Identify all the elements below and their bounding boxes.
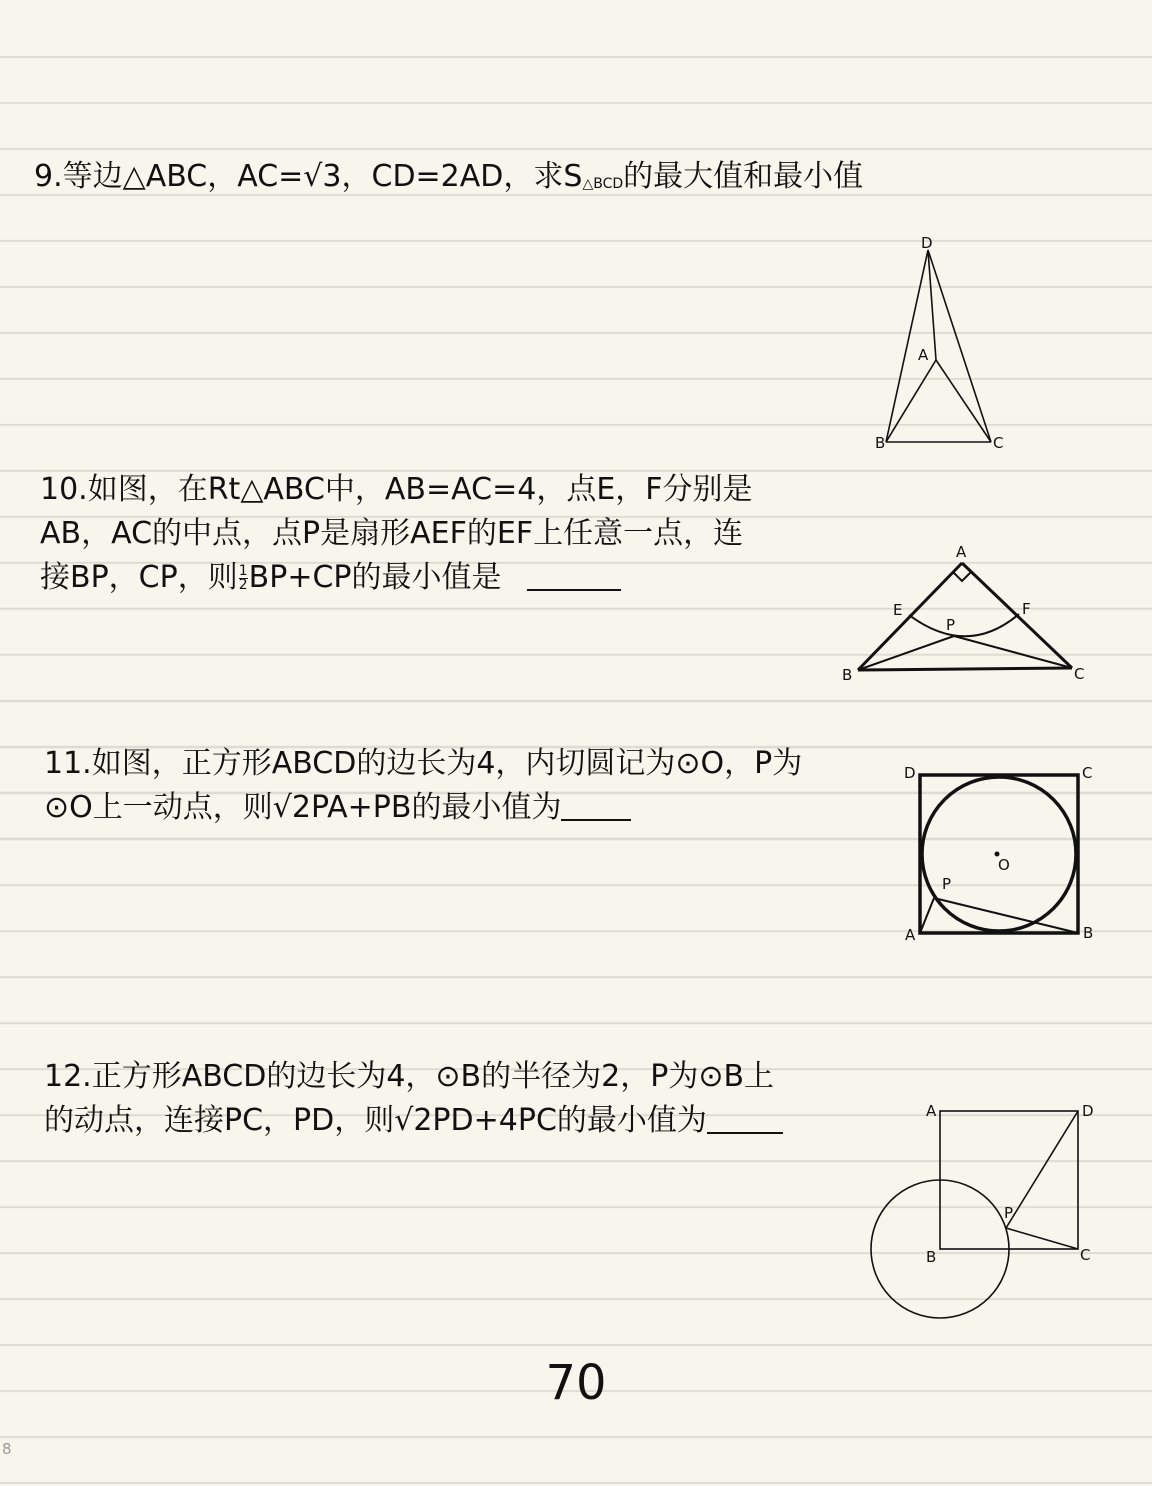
page-number: 70 <box>545 1355 607 1411</box>
fraction-half <box>239 565 248 592</box>
corner-mark: 8 <box>2 1440 12 1458</box>
label-A: A <box>956 543 967 561</box>
center-O-dot <box>995 852 1000 857</box>
question-10-line-3-end: BP+CP的最小值是 <box>248 560 502 595</box>
circle-B <box>871 1180 1009 1318</box>
label-B: B <box>926 1248 937 1266</box>
arc-EF <box>909 614 1019 636</box>
segment-PB <box>934 898 1078 933</box>
label-E: E <box>893 601 903 619</box>
square-ABCD <box>920 775 1078 933</box>
question-11-line-2 <box>44 786 802 830</box>
fraction-numerator: 1 <box>238 563 248 579</box>
label-D: D <box>921 234 933 252</box>
segment-PA <box>920 898 934 933</box>
segment-PC <box>954 636 1072 668</box>
question-9 <box>34 155 863 206</box>
question-9-subscript: △BCD <box>582 176 624 192</box>
question-11-line-1: 11.如图，正方形ABCD的边长为4，内切圆记为⊙O，P为 <box>44 746 803 781</box>
question-12 <box>44 1055 783 1143</box>
segment-BC <box>858 668 1072 670</box>
label-C: C <box>1082 764 1093 782</box>
incircle-O <box>922 777 1076 931</box>
label-F: F <box>1022 600 1031 618</box>
label-P: P <box>942 875 952 893</box>
question-12-line-2-text: 的动点，连接PC，PD，则√2PD+4PC的最小值为 <box>44 1103 707 1138</box>
answer-blank-11[interactable] <box>561 791 631 821</box>
fraction-denominator: 2 <box>238 577 248 593</box>
segment-PC <box>1006 1228 1078 1249</box>
segment-PD <box>1006 1111 1078 1228</box>
question-10 <box>40 468 753 600</box>
question-9-text: 9.等边△ABC，AC=√3，CD=2AD，求S <box>34 159 583 194</box>
label-D: D <box>904 764 916 782</box>
segment-DB <box>886 250 928 442</box>
label-B: B <box>842 666 853 684</box>
question-10-line-3 <box>40 556 753 600</box>
question-9-text-end: 的最大值和最小值 <box>623 159 864 194</box>
segment-BP <box>858 636 954 670</box>
question-12-line-2 <box>44 1099 783 1143</box>
segment-AC <box>936 360 991 442</box>
label-A: A <box>905 926 916 944</box>
segment-DA <box>928 250 936 360</box>
square-ABCD <box>940 1111 1078 1249</box>
question-12-line-1: 12.正方形ABCD的边长为4，⊙B的半径为2，P为⊙B上 <box>44 1059 775 1094</box>
question-11-line-2-text: ⊙O上一动点，则√2PA+PB的最小值为 <box>44 790 562 825</box>
label-A: A <box>926 1102 937 1120</box>
label-B: B <box>1083 924 1094 942</box>
answer-blank-12[interactable] <box>707 1104 783 1134</box>
label-D: D <box>1082 1102 1094 1120</box>
question-10-line-3-start: 接BP，CP，则 <box>40 560 238 595</box>
label-P: P <box>1004 1204 1014 1222</box>
right-angle-mark <box>953 572 971 581</box>
question-10-line-2: AB，AC的中点，点P是扇形AEF的EF上任意一点，连 <box>40 516 744 551</box>
answer-blank-10[interactable] <box>527 561 621 591</box>
label-C: C <box>1074 665 1085 683</box>
question-11 <box>44 742 802 830</box>
segment-AB <box>858 563 962 670</box>
label-C: C <box>993 434 1004 452</box>
segment-AB <box>886 360 936 442</box>
segment-DC <box>928 250 991 442</box>
question-10-line-1: 10.如图，在Rt△ABC中，AB=AC=4，点E，F分别是 <box>40 472 753 507</box>
segment-AC <box>962 563 1072 668</box>
label-B: B <box>875 434 886 452</box>
label-A: A <box>918 346 929 364</box>
label-P: P <box>946 616 956 634</box>
label-C: C <box>1080 1246 1091 1264</box>
label-O: O <box>998 856 1010 874</box>
